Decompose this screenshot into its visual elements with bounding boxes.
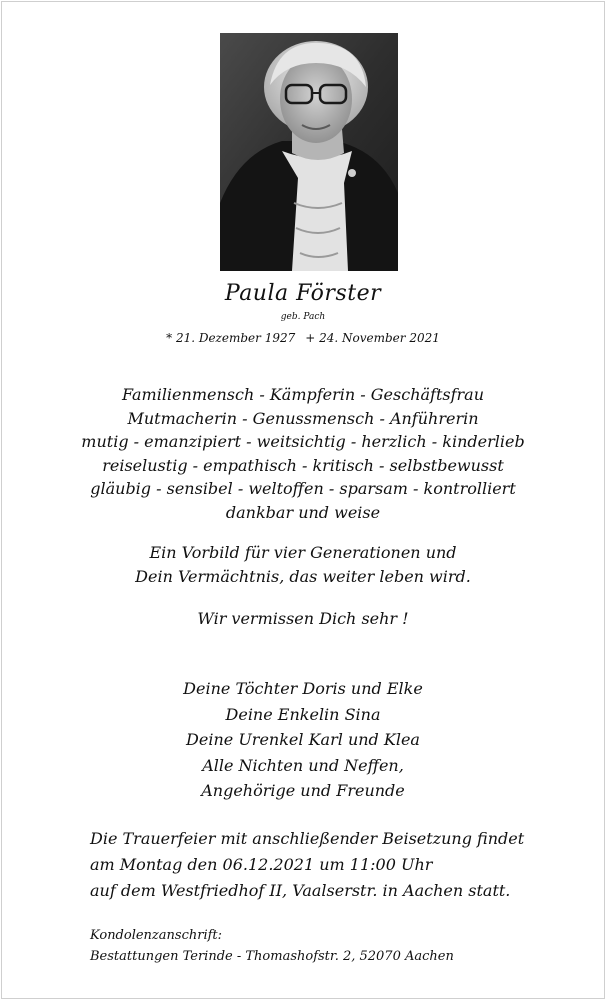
portrait-photo xyxy=(220,33,398,271)
trait-line: mutig - emanzipiert - weitsichtig - herzlich - kinderlieb xyxy=(81,432,525,451)
life-dates xyxy=(0,331,606,345)
mourner-line: Deine Töchter Doris und Elke xyxy=(183,679,423,698)
trait-line: dankbar und weise xyxy=(225,502,381,522)
condolence-address xyxy=(90,925,454,967)
birth-date: * 21. Dezember 1927 xyxy=(166,331,296,345)
birth-name: geb. Pach xyxy=(280,312,326,322)
condolence-label: Kondolenzanschrift: xyxy=(90,928,223,943)
service-line: am Montag den 06.12.2021 um 11:00 Uhr xyxy=(90,855,433,874)
service-line: Die Trauerfeier mit anschließender Beisetzung findet xyxy=(90,829,525,848)
trait-line: Familienmensch - Kämpferin - Geschäftsfrau xyxy=(121,385,485,404)
tribute-line: Ein Vorbild für vier Generationen und xyxy=(149,543,457,562)
trait-line: gläubig - sensibel - weltoffen - sparsam - kontrolliert xyxy=(90,479,516,498)
tribute-text xyxy=(0,541,606,588)
miss-text xyxy=(0,607,606,631)
mourners-list xyxy=(0,676,606,804)
traits-list xyxy=(0,383,606,524)
trait-line: reiselustig - empathisch - kritisch - selbstbewusst xyxy=(102,455,504,475)
mourner-line: Angehörige und Freunde xyxy=(201,781,405,800)
tribute-line: Dein Vermächtnis, das weiter leben wird. xyxy=(135,566,471,586)
trait-line: Mutmacherin - Genussmensch - Anführerin xyxy=(127,408,479,428)
miss-line: Wir vermissen Dich sehr ! xyxy=(197,609,409,628)
mourner-line: Alle Nichten und Neffen, xyxy=(202,755,404,775)
condolence-address-line: Bestattungen Terinde - Thomashofstr. 2, 52070 Aachen xyxy=(90,949,454,964)
death-date: + 24. November 2021 xyxy=(305,331,440,345)
deceased-name: Paula Förster xyxy=(224,281,382,306)
service-info xyxy=(90,826,524,904)
service-line: auf dem Westfriedhof II, Vaalserstr. in Aachen statt. xyxy=(90,881,511,900)
mourner-line: Deine Urenkel Karl und Klea xyxy=(186,730,420,749)
mourner-line: Deine Enkelin Sina xyxy=(225,704,381,724)
